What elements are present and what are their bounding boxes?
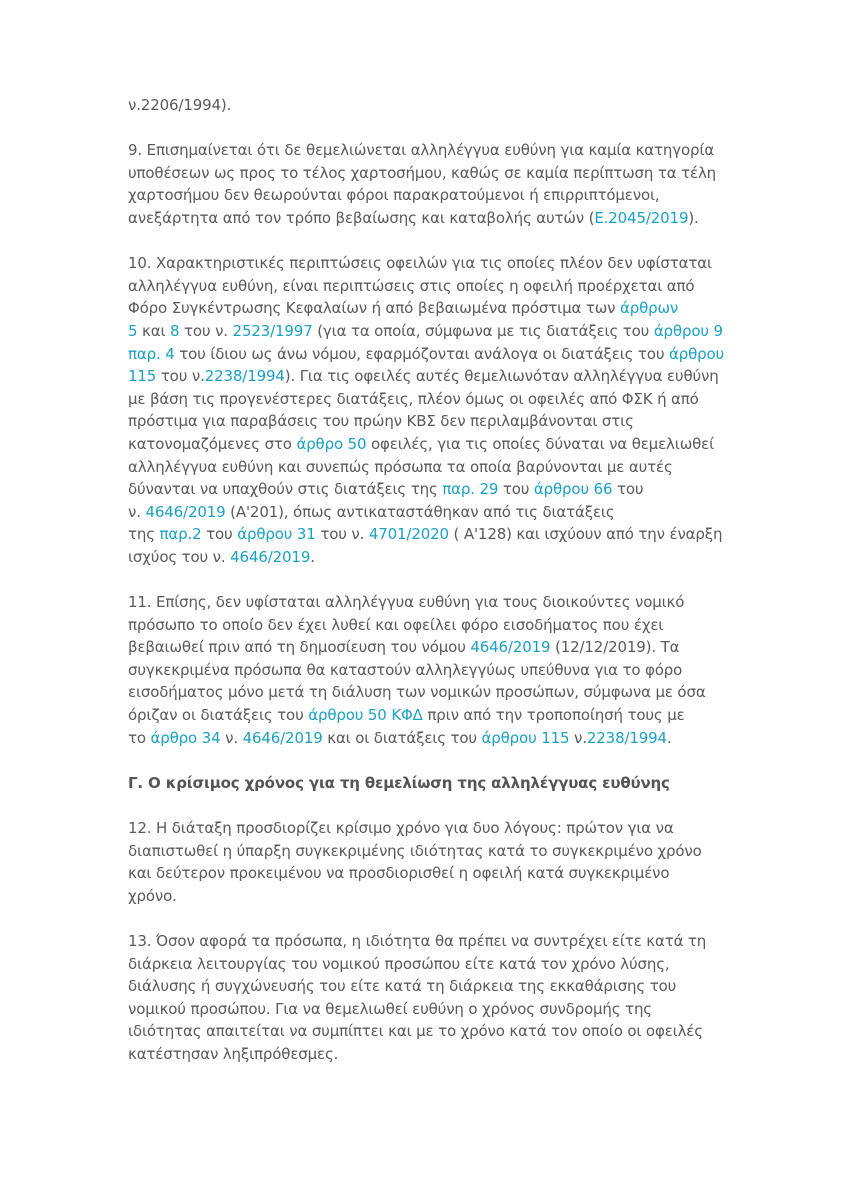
text-line [128, 546, 749, 569]
law-reference-link[interactable]: άρθρο 34 [150, 728, 221, 747]
law-reference-link[interactable]: άρθρου 50 ΚΦΔ [308, 706, 423, 725]
paragraph [128, 817, 749, 907]
law-reference-link[interactable]: 2523/1997 [232, 321, 313, 340]
text-segment: . [310, 547, 315, 566]
text-line [128, 681, 749, 704]
text-line [128, 456, 749, 479]
text-line [128, 614, 749, 637]
law-reference-link[interactable]: άρθρου 9 [653, 321, 723, 340]
text-segment: ν. [569, 728, 587, 747]
law-reference-link[interactable]: άρθρο 50 [296, 434, 367, 453]
law-reference-link[interactable]: 5 [128, 321, 138, 340]
text-segment: 13. Όσον αφορά τα πρόσωπα, η ιδιότητα θα πρέπει να συντρέχει είτε κατά τη [128, 931, 707, 950]
text-segment: του ν. [315, 525, 369, 544]
text-segment: (για τα οποία, σύμφωνα με τις διατάξεις του [312, 321, 654, 340]
text-segment: του [612, 480, 644, 499]
text-segment: συγκεκριμένα πρόσωπα θα καταστούν αλληλεγγύως υπεύθυνα για το φόρο [128, 660, 683, 679]
text-segment: όριζαν οι διατάξεις του [128, 706, 309, 725]
text-line [128, 727, 749, 750]
text-line [128, 840, 749, 863]
law-reference-link[interactable]: 4646/2019 [242, 728, 323, 747]
text-line [128, 636, 749, 659]
text-segment: και δεύτερον προκειμένου να προσδιορισθεί η οφειλή κατά συγκεκριμένο [128, 864, 670, 883]
law-reference-link[interactable]: 115 [128, 367, 157, 386]
text-segment: διάλυσης ή συγχώνευσής του είτε κατά τη διάρκεια της εκκαθάρισης του [128, 977, 677, 996]
paragraph [128, 94, 749, 117]
text-segment: του [201, 525, 238, 544]
text-line [128, 365, 749, 388]
text-segment: 9. Επισημαίνεται ότι δε θεμελιώνεται αλληλέγγυα ευθύνη για καμία κατηγορία [128, 141, 715, 160]
text-line [128, 998, 749, 1021]
text-segment: Γ. Ο κρίσιμος χρόνος για τη θεμελίωση της αλληλέγγυας ευθύνης [128, 773, 670, 792]
text-line [128, 591, 749, 614]
law-reference-link[interactable]: άρθρου 66 [533, 480, 613, 499]
text-segment: διάρκεια λειτουργίας του νομικού προσώπου είτε κατά τον χρόνο λύσης, [128, 954, 670, 973]
text-segment: εισοδήματος μόνο μετά τη διάλυση των νομικών προσώπων, σύμφωνα με όσα [128, 683, 706, 702]
paragraph [128, 252, 749, 568]
text-segment: κατονομαζόμενες στο [128, 434, 297, 453]
text-line [128, 953, 749, 976]
text-line [128, 343, 749, 366]
text-segment: του [498, 480, 534, 499]
law-reference-link[interactable]: 4646/2019 [230, 547, 311, 566]
paragraph [128, 591, 749, 749]
text-line [128, 523, 749, 546]
text-line [128, 772, 749, 795]
text-segment: Φόρο Συγκέντρωσης Κεφαλαίων ή από βεβαιωμένα πρόστιμα των [128, 299, 620, 318]
law-reference-link[interactable]: 4701/2020 [368, 525, 449, 544]
text-segment: με βάση τις προγενέστερες διατάξεις, πλέον όμως οι οφειλές από ΦΣΚ ή από [128, 389, 699, 408]
text-segment: 10. Χαρακτηριστικές περιπτώσεις οφειλών για τις οποίες πλέον δεν υφίσταται [128, 254, 712, 273]
text-line [128, 930, 749, 953]
text-segment: ν. [128, 502, 146, 521]
text-segment: κατέστησαν ληξιπρόθεσμες. [128, 1044, 339, 1063]
text-segment: (Α'201), όπως αντικαταστάθηκαν από τις διατάξεις [225, 502, 615, 521]
law-reference-link[interactable]: 4646/2019 [145, 502, 226, 521]
text-line [128, 501, 749, 524]
law-reference-link[interactable]: άρθρου [668, 344, 725, 363]
text-segment: χαρτοσήμου δεν θεωρούνται φόροι παρακρατούμενοι ή επιρριπτόμενοι, [128, 186, 660, 205]
text-segment: του ν. [179, 321, 233, 340]
text-line [128, 704, 749, 727]
text-segment: διαπιστωθεί η ύπαρξη συγκεκριμένης ιδιότητας κατά το συγκεκριμένο χρόνο [128, 841, 702, 860]
text-segment: (12/12/2019). Τα [550, 638, 680, 657]
law-reference-link[interactable]: Ε.2045/2019 [594, 208, 689, 227]
text-line [128, 410, 749, 433]
text-line [128, 252, 749, 275]
text-segment: του ν. [156, 367, 205, 386]
text-line [128, 320, 749, 343]
law-reference-link[interactable]: 4646/2019 [470, 638, 551, 657]
text-line [128, 207, 749, 230]
text-line [128, 139, 749, 162]
law-reference-link[interactable]: άρθρου 31 [237, 525, 316, 544]
text-line [128, 862, 749, 885]
text-segment: ). [688, 208, 699, 227]
text-segment: ιδιότητας απαιτείται να συμπίπτει και με το χρόνο κατά τον οποίο οι οφειλές [128, 1022, 703, 1041]
text-segment: πριν από την τροποποίησή τους με [422, 706, 685, 725]
text-segment: της [128, 525, 160, 544]
text-segment: αλληλέγγυα ευθύνη, είναι περιπτώσεις στις οποίες η οφειλή προέρχεται από [128, 276, 695, 295]
text-segment: πρόστιμα για παραβάσεις του πρώην ΚΒΣ δεν περιλαμβάνονται στις [128, 412, 634, 431]
section-heading [128, 772, 749, 795]
text-segment: το [128, 728, 151, 747]
text-segment: πρόσωπο το οποίο δεν έχει λυθεί και οφείλει φόρο εισοδήματος που έχει [128, 615, 664, 634]
text-segment: νομικού προσώπου. Για να θεμελιωθεί ευθύνη ο χρόνος συνδρομής της [128, 999, 652, 1018]
text-segment: ανεξάρτητα από τον τρόπο βεβαίωσης και καταβολής αυτών ( [128, 208, 595, 227]
text-segment: 11. Επίσης, δεν υφίσταται αλληλέγγυα ευθύνη για τους διοικούντες νομικό [128, 593, 685, 612]
text-line [128, 885, 749, 908]
law-reference-link[interactable]: παρ. 29 [442, 480, 499, 499]
text-segment: ( Α'128) και ισχύουν από την έναρξη [448, 525, 723, 544]
text-segment: υποθέσεων ως προς το τέλος χαρτοσήμου, καθώς σε καμία περίπτωση τα τέλη [128, 163, 717, 182]
text-line [128, 433, 749, 456]
text-line [128, 817, 749, 840]
law-reference-link[interactable]: παρ.2 [159, 525, 202, 544]
paragraph [128, 139, 749, 229]
text-segment: οφειλές, για τις οποίες δύναται να θεμελιωθεί [366, 434, 715, 453]
text-segment: χρόνο. [128, 886, 177, 905]
text-line [128, 275, 749, 298]
text-line [128, 162, 749, 185]
text-segment: δύνανται να υπαχθούν στις διατάξεις της [128, 480, 443, 499]
text-line [128, 184, 749, 207]
text-segment: . [666, 728, 672, 747]
text-segment: ν.2206/1994). [128, 96, 232, 114]
law-reference-link[interactable]: άρθρων [619, 299, 679, 318]
text-segment: του ίδιου ως άνω νόμου, εφαρμόζονται ανάλογα οι διατάξεις του [174, 344, 669, 363]
text-line [128, 659, 749, 682]
text-line [128, 975, 749, 998]
text-segment: βεβαιωθεί πριν από τη δημοσίευση του νόμου [128, 638, 471, 657]
text-segment: ν. [220, 728, 243, 747]
text-line [128, 388, 749, 411]
law-reference-link[interactable]: παρ. 4 [128, 344, 175, 363]
law-reference-link[interactable]: 2238/1994 [586, 728, 667, 747]
text-segment: ). Για τις οφειλές αυτές θεμελιωνόταν αλληλέγγυα ευθύνη [284, 367, 719, 386]
law-reference-link[interactable]: 8 [170, 321, 180, 340]
text-line [128, 1043, 749, 1066]
text-segment: και [137, 321, 170, 340]
paragraph [128, 930, 749, 1066]
text-line [128, 297, 749, 320]
text-line [128, 478, 749, 501]
law-reference-link[interactable]: 2238/1994 [204, 367, 285, 386]
law-reference-link[interactable]: άρθρου 115 [481, 728, 570, 747]
text-segment: 12. Η διάταξη προσδιορίζει κρίσιμο χρόνο για δυο λόγους: πρώτον για να [128, 819, 674, 837]
text-segment: αλληλέγγυα ευθύνη και συνεπώς πρόσωπα τα οποία βαρύνονται με αυτές [128, 457, 673, 476]
text-segment: και οι διατάξεις του [322, 728, 482, 747]
text-line [128, 94, 749, 117]
text-segment: ισχύος του ν. [128, 547, 231, 566]
text-line [128, 1020, 749, 1043]
